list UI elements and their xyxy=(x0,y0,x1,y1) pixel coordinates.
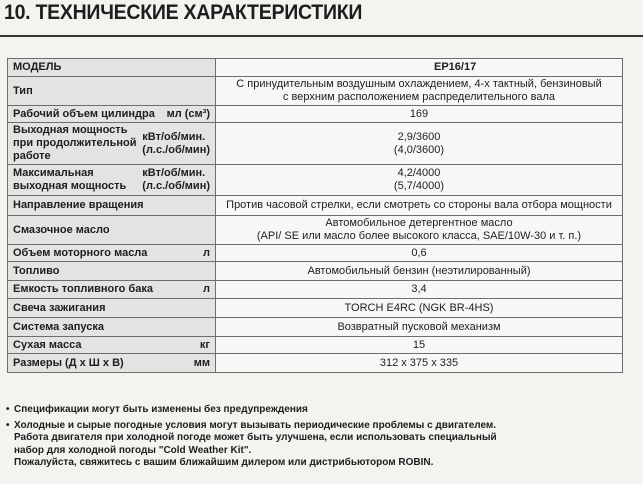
spec-label-wrap xyxy=(13,199,210,212)
spec-label: Сухая масса xyxy=(13,338,82,351)
spec-table xyxy=(7,58,623,373)
spec-header-row xyxy=(8,59,623,77)
spec-row xyxy=(8,77,623,106)
spec-unit: кВт/об/мин. (л.с./об/мин) xyxy=(142,167,210,192)
spec-label-wrap xyxy=(13,265,210,278)
spec-value: 169 xyxy=(409,107,429,120)
spec-value-cell xyxy=(216,262,623,281)
note-item xyxy=(6,420,636,470)
spec-row xyxy=(8,337,623,354)
spec-value-cell xyxy=(216,337,623,354)
spec-unit: л xyxy=(203,246,210,259)
spec-value-cell xyxy=(216,216,623,245)
spec-unit: мл (см³) xyxy=(166,107,210,120)
spec-label-cell xyxy=(8,245,216,262)
spec-value-cell xyxy=(216,196,623,216)
spec-label-wrap xyxy=(13,124,210,163)
model-value: EP16/17 xyxy=(216,59,623,77)
notes-section xyxy=(6,404,636,473)
spec-row xyxy=(8,245,623,262)
spec-label-wrap xyxy=(13,357,210,370)
spec-row xyxy=(8,123,623,165)
bullet-icon: • xyxy=(6,419,10,431)
spec-value-cell xyxy=(216,77,623,106)
note-item xyxy=(6,404,636,417)
spec-label-cell xyxy=(8,216,216,245)
spec-unit: кг xyxy=(199,338,210,351)
spec-row xyxy=(8,281,623,299)
spec-value-cell xyxy=(216,318,623,337)
spec-label-cell xyxy=(8,318,216,337)
spec-label: Топливо xyxy=(13,264,60,277)
spec-label: Свеча зажигания xyxy=(13,301,106,314)
spec-value-cell xyxy=(216,281,623,299)
spec-value-cell xyxy=(216,245,623,262)
spec-row xyxy=(8,106,623,123)
spec-value: 4,2/4000 (5,7/4000) xyxy=(393,167,445,192)
spec-label: Емкость топливного бака xyxy=(13,283,153,295)
spec-row xyxy=(8,354,623,373)
spec-label-cell xyxy=(8,123,216,165)
bullet-icon: • xyxy=(6,404,10,415)
spec-row xyxy=(8,165,623,196)
spec-value: 0,6 xyxy=(411,246,427,259)
spec-label-wrap xyxy=(13,224,210,237)
spec-value-cell xyxy=(216,165,623,196)
spec-label: Тип xyxy=(13,84,33,97)
spec-table-body xyxy=(8,59,623,373)
spec-label: Размеры (Д х Ш х В) xyxy=(13,356,124,369)
spec-label-cell xyxy=(8,262,216,281)
note-text: Спецификации могут быть изменены без предупреждения xyxy=(14,404,308,415)
spec-label-wrap xyxy=(13,321,210,334)
spec-label-cell xyxy=(8,165,216,196)
spec-row xyxy=(8,262,623,281)
spec-row xyxy=(8,216,623,245)
spec-label: Выходная мощность при продолжительной работе xyxy=(13,124,137,162)
spec-label-wrap xyxy=(13,108,210,121)
spec-value: TORCH E4RC (NGK BR-4HS) xyxy=(344,301,494,314)
spec-label-cell xyxy=(8,354,216,373)
spec-value-cell xyxy=(216,354,623,373)
spec-label-wrap xyxy=(13,339,210,352)
spec-label: Смазочное масло xyxy=(13,223,110,236)
spec-label-cell xyxy=(8,106,216,123)
spec-value: 2,9/3600 (4,0/3600) xyxy=(393,130,445,156)
spec-label: Объем моторного масла xyxy=(13,246,148,259)
spec-value: Автомобильное детергентное масло (API/ SE или масло более высокого класса, SAE/10W-30 и т. п.) xyxy=(256,217,582,242)
spec-row xyxy=(8,196,623,216)
spec-value-cell xyxy=(216,106,623,123)
spec-label: Максимальная выходная мощность xyxy=(13,167,127,192)
spec-value: 312 х 375 х 335 xyxy=(379,356,459,369)
spec-label-wrap xyxy=(13,167,210,193)
spec-value-cell xyxy=(216,123,623,165)
spec-label-cell xyxy=(8,196,216,216)
spec-unit: л xyxy=(203,283,210,295)
spec-row xyxy=(8,318,623,337)
spec-value: 15 xyxy=(412,338,426,351)
spec-value: Автомобильный бензин (неэтилированный) xyxy=(307,264,531,277)
spec-value: Против часовой стрелки, если смотреть со стороны вала отбора мощности xyxy=(226,199,612,211)
spec-row xyxy=(8,299,623,318)
spec-value: Возвратный пусковой механизм xyxy=(337,320,501,333)
spec-value: С принудительным воздушным охлаждением, 4-х тактный, бензиновый с верхним расположением распределительного вала xyxy=(236,78,602,103)
model-label: МОДЕЛЬ xyxy=(8,59,216,77)
note-text: Холодные и сырые погодные условия могут вызывать периодические проблемы с двигателем. Работа двигателя при холодной погоде может быть улучшена, если использовать специальный набор для холодной погоды "Cold Weather Kit". Пожалуйста, свяжитесь с вашим ближайшим дилером или дистрибьютором ROBIN. xyxy=(14,419,497,468)
spec-label-cell xyxy=(8,77,216,106)
spec-label-wrap xyxy=(13,85,210,98)
title-divider xyxy=(0,35,643,37)
spec-label-wrap xyxy=(13,302,210,315)
spec-label: Рабочий объем цилиндра xyxy=(13,107,155,120)
spec-label-wrap xyxy=(13,247,210,260)
spec-unit: кВт/об/мин. (л.с./об/мин) xyxy=(142,130,210,156)
spec-value-cell xyxy=(216,299,623,318)
spec-label: Система запуска xyxy=(13,320,105,333)
page-title: 10. ТЕХНИЧЕСКИЕ ХАРАКТЕРИСТИКИ xyxy=(4,1,363,24)
spec-label-wrap xyxy=(13,283,210,296)
spec-label: Направление вращения xyxy=(13,199,144,211)
spec-label-cell xyxy=(8,299,216,318)
spec-unit: мм xyxy=(193,356,210,369)
spec-label-cell xyxy=(8,281,216,299)
spec-value: 3,4 xyxy=(411,283,427,295)
spec-label-cell xyxy=(8,337,216,354)
